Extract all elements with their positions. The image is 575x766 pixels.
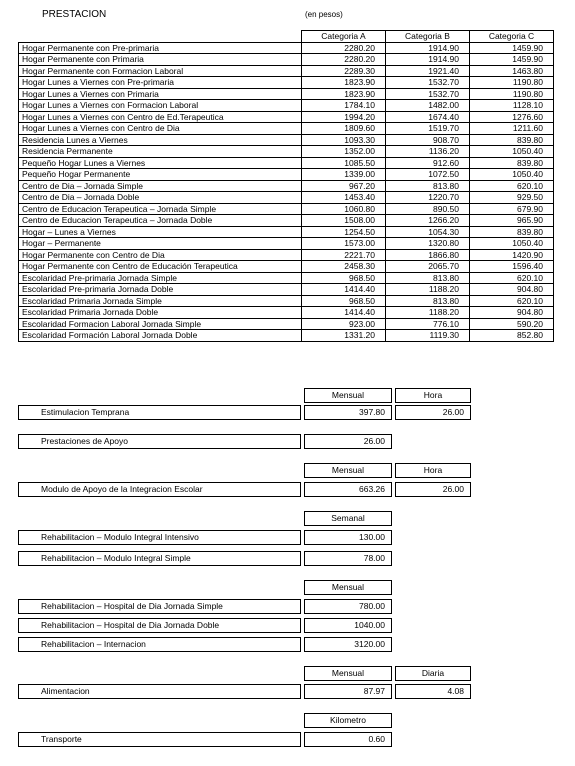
row-name-cell: Hogar Permanente con Primaria bbox=[19, 54, 302, 66]
row-name-cell: Pequeño Hogar Permanente bbox=[19, 169, 302, 181]
category-b-cell: 1482.00 bbox=[386, 100, 470, 112]
alimentacion-col2-header: Diaria bbox=[395, 666, 471, 681]
category-c-cell: 1050.40 bbox=[470, 169, 554, 181]
category-a-cell: 2280.20 bbox=[302, 54, 386, 66]
rehab-modulo-value-simple: 78.00 bbox=[304, 551, 392, 566]
category-c-cell: 839.80 bbox=[470, 157, 554, 169]
category-c-cell: 1050.40 bbox=[470, 238, 554, 250]
category-b-cell: 908.70 bbox=[386, 134, 470, 146]
category-a-cell: 1823.90 bbox=[302, 77, 386, 89]
category-b-cell: 1188.20 bbox=[386, 307, 470, 319]
category-a-cell: 2221.70 bbox=[302, 249, 386, 261]
integracion-col1-header: Mensual bbox=[304, 463, 392, 478]
category-c-cell: 839.80 bbox=[470, 226, 554, 238]
category-c-cell: 929.50 bbox=[470, 192, 554, 204]
estimulacion-label: Estimulacion Temprana bbox=[18, 405, 301, 420]
category-b-cell: 2065.70 bbox=[386, 261, 470, 273]
currency-unit-note: (en pesos) bbox=[305, 10, 343, 19]
category-c-cell: 1190.80 bbox=[470, 88, 554, 100]
rehab-hospital-label-internacion: Rehabilitacion – Internacion bbox=[18, 637, 301, 652]
category-b-cell: 813.80 bbox=[386, 295, 470, 307]
alimentacion-col1-header: Mensual bbox=[304, 666, 392, 681]
table-row bbox=[19, 111, 554, 123]
category-a-cell: 968.50 bbox=[302, 295, 386, 307]
category-a-cell: 1254.50 bbox=[302, 226, 386, 238]
table-row bbox=[19, 123, 554, 135]
rehab-hospital-col-header: Mensual bbox=[304, 580, 392, 595]
table-row bbox=[19, 261, 554, 273]
table-row bbox=[19, 88, 554, 100]
row-name-cell: Hogar Permanente con Centro de Dia bbox=[19, 249, 302, 261]
category-c-cell: 1459.90 bbox=[470, 42, 554, 54]
table-row bbox=[19, 157, 554, 169]
category-c-cell: 679.90 bbox=[470, 203, 554, 215]
table-row bbox=[19, 307, 554, 319]
row-name-cell: Hogar Lunes a Viernes con Pre-primaria bbox=[19, 77, 302, 89]
category-a-cell: 2458.30 bbox=[302, 261, 386, 273]
category-b-cell: 1532.70 bbox=[386, 77, 470, 89]
category-a-cell: 1093.30 bbox=[302, 134, 386, 146]
row-name-cell: Escolaridad Formación Laboral Jornada Doble bbox=[19, 330, 302, 342]
category-c-cell: 1596.40 bbox=[470, 261, 554, 273]
category-a-cell: 1994.20 bbox=[302, 111, 386, 123]
category-c-cell: 590.20 bbox=[470, 318, 554, 330]
alimentacion-mensual-value: 87.97 bbox=[304, 684, 392, 699]
estimulacion-col2-header: Hora bbox=[395, 388, 471, 403]
category-c-cell: 620.10 bbox=[470, 180, 554, 192]
row-name-cell: Pequeño Hogar Lunes a Viernes bbox=[19, 157, 302, 169]
table-row bbox=[19, 238, 554, 250]
category-b-cell: 1072.50 bbox=[386, 169, 470, 181]
table-row bbox=[19, 215, 554, 227]
category-b-cell: 813.80 bbox=[386, 180, 470, 192]
row-name-cell: Hogar Lunes a Viernes con Centro de Ed.Terapeutica bbox=[19, 111, 302, 123]
category-b-cell: 890.50 bbox=[386, 203, 470, 215]
table-row bbox=[19, 180, 554, 192]
apoyo-value: 26.00 bbox=[304, 434, 392, 449]
alimentacion-diaria-value: 4.08 bbox=[395, 684, 471, 699]
category-b-cell: 1220.70 bbox=[386, 192, 470, 204]
rehab-modulo-value-intensivo: 130.00 bbox=[304, 530, 392, 545]
category-c-cell: 1420.90 bbox=[470, 249, 554, 261]
category-c-cell: 1190.80 bbox=[470, 77, 554, 89]
category-c-cell: 1128.10 bbox=[470, 100, 554, 112]
category-b-cell: 1519.70 bbox=[386, 123, 470, 135]
rehab-hospital-label-simple: Rehabilitacion – Hospital de Dia Jornada Simple bbox=[18, 599, 301, 614]
rates-table bbox=[18, 30, 554, 342]
category-c-cell: 904.80 bbox=[470, 307, 554, 319]
category-a-cell: 1823.90 bbox=[302, 88, 386, 100]
category-a-cell: 1809.60 bbox=[302, 123, 386, 135]
header-spacer bbox=[19, 31, 302, 43]
column-header-b: Categoria B bbox=[386, 31, 470, 43]
category-a-cell: 1573.00 bbox=[302, 238, 386, 250]
row-name-cell: Hogar – Permanente bbox=[19, 238, 302, 250]
category-c-cell: 620.10 bbox=[470, 272, 554, 284]
category-a-cell: 2289.30 bbox=[302, 65, 386, 77]
row-name-cell: Residencia Lunes a Viernes bbox=[19, 134, 302, 146]
table-row bbox=[19, 284, 554, 296]
transporte-col-header: Kilometro bbox=[304, 713, 392, 728]
category-a-cell: 2280.20 bbox=[302, 42, 386, 54]
alimentacion-label: Alimentacion bbox=[18, 684, 301, 699]
rehab-hospital-value-internacion: 3120.00 bbox=[304, 637, 392, 652]
category-a-cell: 1085.50 bbox=[302, 157, 386, 169]
category-b-cell: 1921.40 bbox=[386, 65, 470, 77]
category-c-cell: 1211.60 bbox=[470, 123, 554, 135]
category-b-cell: 1266.20 bbox=[386, 215, 470, 227]
table-row bbox=[19, 203, 554, 215]
integracion-label: Modulo de Apoyo de la Integracion Escolar bbox=[18, 482, 301, 497]
row-name-cell: Escolaridad Primaria Jornada Simple bbox=[19, 295, 302, 307]
row-name-cell: Hogar – Lunes a Viernes bbox=[19, 226, 302, 238]
category-c-cell: 839.80 bbox=[470, 134, 554, 146]
table-header-row bbox=[19, 31, 554, 43]
row-name-cell: Hogar Lunes a Viernes con Centro de Dia bbox=[19, 123, 302, 135]
column-header-c: Categoria C bbox=[470, 31, 554, 43]
category-c-cell: 1276.60 bbox=[470, 111, 554, 123]
row-name-cell: Hogar Permanente con Centro de Educación Terapeutica bbox=[19, 261, 302, 273]
category-c-cell: 1463.80 bbox=[470, 65, 554, 77]
rehab-hospital-value-simple: 780.00 bbox=[304, 599, 392, 614]
row-name-cell: Centro de Educacion Terapeutica – Jornada Doble bbox=[19, 215, 302, 227]
rehab-modulo-col-header: Semanal bbox=[304, 511, 392, 526]
row-name-cell: Escolaridad Pre-primaria Jornada Simple bbox=[19, 272, 302, 284]
rehab-hospital-label-doble: Rehabilitacion – Hospital de Dia Jornada Doble bbox=[18, 618, 301, 633]
rates-table-body bbox=[19, 42, 554, 341]
category-b-cell: 1119.30 bbox=[386, 330, 470, 342]
category-b-cell: 1320.80 bbox=[386, 238, 470, 250]
category-c-cell: 904.80 bbox=[470, 284, 554, 296]
integracion-mensual-value: 663.26 bbox=[304, 482, 392, 497]
category-c-cell: 620.10 bbox=[470, 295, 554, 307]
page-title: PRESTACION bbox=[42, 9, 107, 20]
category-a-cell: 967.20 bbox=[302, 180, 386, 192]
category-b-cell: 1188.20 bbox=[386, 284, 470, 296]
row-name-cell: Centro de Dia – Jornada Simple bbox=[19, 180, 302, 192]
category-b-cell: 1054.30 bbox=[386, 226, 470, 238]
category-a-cell: 1414.40 bbox=[302, 307, 386, 319]
category-c-cell: 852.80 bbox=[470, 330, 554, 342]
row-name-cell: Hogar Lunes a Viernes con Formacion Laboral bbox=[19, 100, 302, 112]
category-a-cell: 1508.00 bbox=[302, 215, 386, 227]
integracion-col2-header: Hora bbox=[395, 463, 471, 478]
estimulacion-mensual-value: 397.80 bbox=[304, 405, 392, 420]
table-row bbox=[19, 100, 554, 112]
category-b-cell: 912.60 bbox=[386, 157, 470, 169]
column-header-a: Categoria A bbox=[302, 31, 386, 43]
row-name-cell: Centro de Dia – Jornada Doble bbox=[19, 192, 302, 204]
category-b-cell: 1866.80 bbox=[386, 249, 470, 261]
estimulacion-hora-value: 26.00 bbox=[395, 405, 471, 420]
table-row bbox=[19, 54, 554, 66]
rehab-modulo-label-simple: Rehabilitacion – Modulo Integral Simple bbox=[18, 551, 301, 566]
category-a-cell: 1784.10 bbox=[302, 100, 386, 112]
table-row bbox=[19, 42, 554, 54]
table-row bbox=[19, 146, 554, 158]
estimulacion-col1-header: Mensual bbox=[304, 388, 392, 403]
transporte-label: Transporte bbox=[18, 732, 301, 747]
row-name-cell: Hogar Permanente con Formacion Laboral bbox=[19, 65, 302, 77]
table-row bbox=[19, 226, 554, 238]
category-a-cell: 1352.00 bbox=[302, 146, 386, 158]
category-b-cell: 1914.90 bbox=[386, 54, 470, 66]
category-b-cell: 776.10 bbox=[386, 318, 470, 330]
table-row bbox=[19, 249, 554, 261]
category-c-cell: 1050.40 bbox=[470, 146, 554, 158]
apoyo-label: Prestaciones de Apoyo bbox=[18, 434, 301, 449]
category-b-cell: 1674.40 bbox=[386, 111, 470, 123]
category-a-cell: 1453.40 bbox=[302, 192, 386, 204]
table-row bbox=[19, 169, 554, 181]
category-a-cell: 1060.80 bbox=[302, 203, 386, 215]
rehab-hospital-value-doble: 1040.00 bbox=[304, 618, 392, 633]
integracion-hora-value: 26.00 bbox=[395, 482, 471, 497]
category-a-cell: 968.50 bbox=[302, 272, 386, 284]
category-a-cell: 923.00 bbox=[302, 318, 386, 330]
category-c-cell: 965.90 bbox=[470, 215, 554, 227]
table-row bbox=[19, 318, 554, 330]
table-row bbox=[19, 272, 554, 284]
category-a-cell: 1339.00 bbox=[302, 169, 386, 181]
row-name-cell: Escolaridad Pre-primaria Jornada Doble bbox=[19, 284, 302, 296]
category-a-cell: 1331.20 bbox=[302, 330, 386, 342]
row-name-cell: Residencia Permanente bbox=[19, 146, 302, 158]
table-row bbox=[19, 65, 554, 77]
category-b-cell: 813.80 bbox=[386, 272, 470, 284]
category-b-cell: 1136.20 bbox=[386, 146, 470, 158]
category-a-cell: 1414.40 bbox=[302, 284, 386, 296]
transporte-value: 0.60 bbox=[304, 732, 392, 747]
category-b-cell: 1532.70 bbox=[386, 88, 470, 100]
row-name-cell: Hogar Lunes a Viernes con Primaria bbox=[19, 88, 302, 100]
table-row bbox=[19, 77, 554, 89]
row-name-cell: Escolaridad Formacion Laboral Jornada Simple bbox=[19, 318, 302, 330]
rehab-modulo-label-intensivo: Rehabilitacion – Modulo Integral Intensivo bbox=[18, 530, 301, 545]
row-name-cell: Escolaridad Primaria Jornada Doble bbox=[19, 307, 302, 319]
row-name-cell: Hogar Permanente con Pre-primaria bbox=[19, 42, 302, 54]
row-name-cell: Centro de Educacion Terapeutica – Jornada Simple bbox=[19, 203, 302, 215]
category-b-cell: 1914.90 bbox=[386, 42, 470, 54]
table-row bbox=[19, 295, 554, 307]
table-row bbox=[19, 330, 554, 342]
table-row bbox=[19, 134, 554, 146]
table-row bbox=[19, 192, 554, 204]
category-c-cell: 1459.90 bbox=[470, 54, 554, 66]
